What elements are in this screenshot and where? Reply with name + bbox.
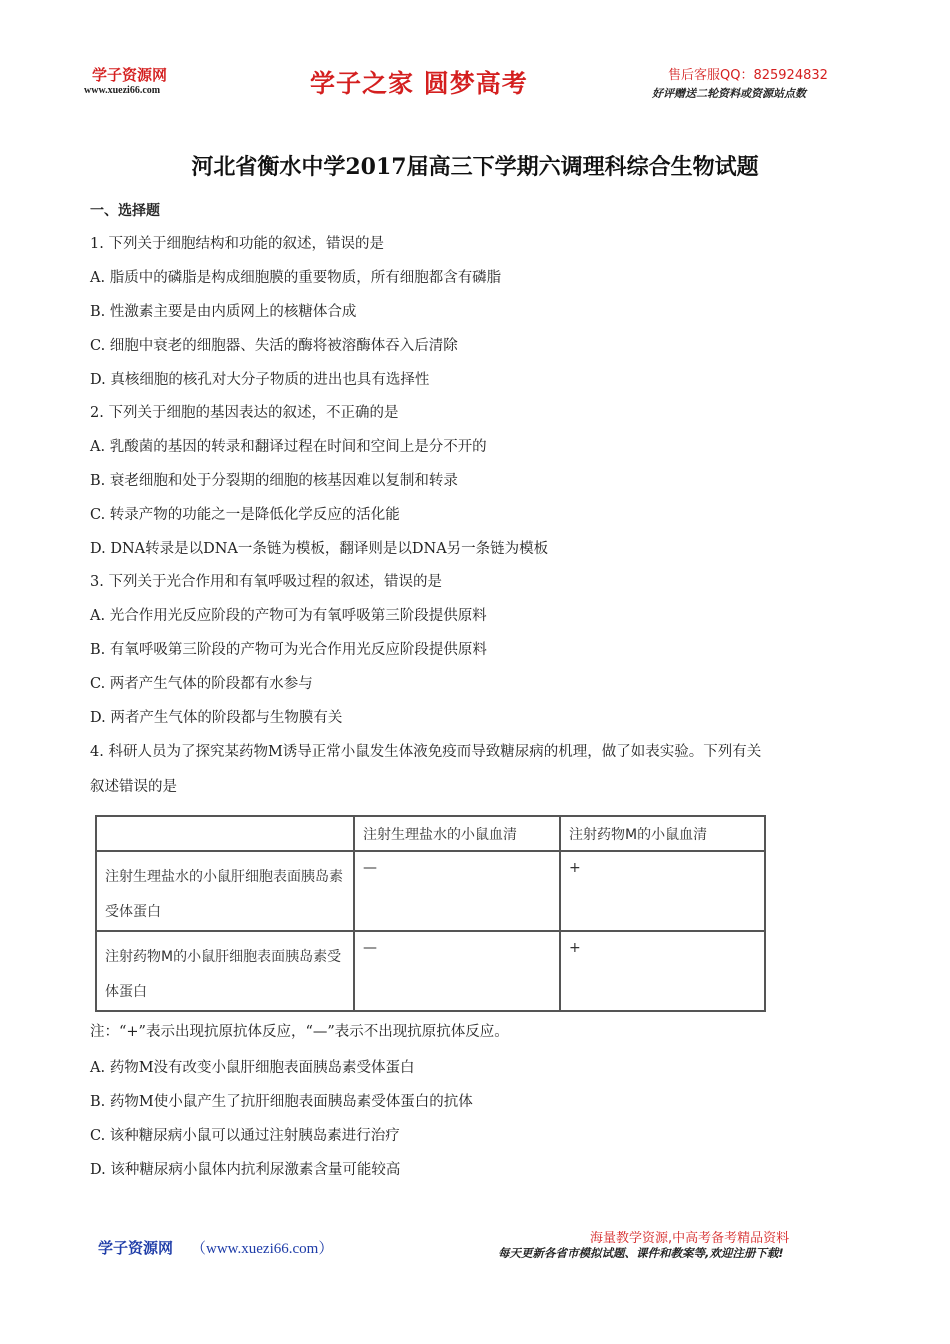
question-line: 2. 下列关于细胞的基因表达的叙述，不正确的是 xyxy=(90,405,399,421)
table-header-cell xyxy=(96,816,354,851)
section-heading: 一、选择题 xyxy=(90,203,160,219)
footer-url[interactable]: （www.xuezi66.com） xyxy=(191,1241,334,1257)
option-line: C. 该种糖尿病小鼠可以通过注射胰岛素进行治疗 xyxy=(90,1128,400,1144)
option-line: A. 药物M没有改变小鼠肝细胞表面胰岛素受体蛋白 xyxy=(90,1060,415,1076)
option-line: A. 乳酸菌的基因的转录和翻译过程在时间和空间上是分不开的 xyxy=(90,439,487,455)
option-line: B. 性激素主要是由内质网上的核糖体合成 xyxy=(90,304,357,320)
support-qq: 售后客服QQ：825924832 xyxy=(668,68,828,83)
option-line: D. 该种糖尿病小鼠体内抗利尿激素含量可能较高 xyxy=(90,1162,401,1178)
table-header-cell: 注射生理盐水的小鼠血清 xyxy=(354,816,560,851)
option-line: D. 真核细胞的核孔对大分子物质的进出也具有选择性 xyxy=(90,372,430,388)
option-line: D. 两者产生气体的阶段都与生物膜有关 xyxy=(90,710,343,726)
option-line: A. 光合作用光反应阶段的产物可为有氧呼吸第三阶段提供原料 xyxy=(90,608,487,624)
option-line: B. 药物M使小鼠产生了抗肝细胞表面胰岛素受体蛋白的抗体 xyxy=(90,1094,473,1110)
option-line: D. DNA转录是以DNA一条链为模板，翻译则是以DNA另一条链为模板 xyxy=(90,541,549,557)
question-line: 3. 下列关于光合作用和有氧呼吸过程的叙述，错误的是 xyxy=(90,574,442,590)
table-row-label: 注射药物M的小鼠肝细胞表面胰岛素受体蛋白 xyxy=(96,931,354,1011)
header-slogan: 学子之家 圆梦高考 xyxy=(310,69,528,98)
option-line: A. 脂质中的磷脂是构成细胞膜的重要物质，所有细胞都含有磷脂 xyxy=(90,270,502,286)
question-line: 4. 科研人员为了探究某药物M诱导正常小鼠发生体液免疫而导致糖尿病的机理，做了如表实验。下列有关 xyxy=(90,744,762,760)
table-cell: — xyxy=(354,851,560,931)
table-row-label: 注射生理盐水的小鼠肝细胞表面胰岛素受体蛋白 xyxy=(96,851,354,931)
table-header-row xyxy=(96,816,765,851)
option-line: C. 两者产生气体的阶段都有水参与 xyxy=(90,676,313,692)
site-logo-url[interactable]: www.xuezi66.com xyxy=(84,85,161,96)
question-line: 1. 下列关于细胞结构和功能的叙述，错误的是 xyxy=(90,236,384,252)
page-title: 河北省衡水中学2017届高三下学期六调理科综合生物试题 xyxy=(191,154,759,180)
table-row xyxy=(96,931,765,1011)
table-note: 注：“+”表示出现抗原抗体反应，“—”表示不出现抗原抗体反应。 xyxy=(90,1024,509,1040)
footer-promo: 每天更新各省市模拟试题、课件和教案等,欢迎注册下载! xyxy=(498,1246,784,1260)
table-cell: + xyxy=(560,931,765,1011)
option-line: B. 有氧呼吸第三阶段的产物可为光合作用光反应阶段提供原料 xyxy=(90,642,487,658)
table-cell: + xyxy=(560,851,765,931)
header-promo: 好评赠送二轮资料或资源站点数 xyxy=(652,87,806,100)
footer-logo: 学子资源网 xyxy=(98,1239,174,1257)
site-logo-text: 学子资源网 xyxy=(92,66,168,84)
table-header-cell: 注射药物M的小鼠血清 xyxy=(560,816,765,851)
footer-tagline: 海量教学资源,中高考备考精品资料 xyxy=(590,1231,790,1246)
option-line: B. 衰老细胞和处于分裂期的细胞的核基因难以复制和转录 xyxy=(90,473,458,489)
option-line: C. 细胞中衰老的细胞器、失活的酶将被溶酶体吞入后清除 xyxy=(90,338,458,354)
table-row xyxy=(96,851,765,931)
question-line-cont: 叙述错误的是 xyxy=(90,779,177,795)
option-line: C. 转录产物的功能之一是降低化学反应的活化能 xyxy=(90,507,400,523)
table-cell: — xyxy=(354,931,560,1011)
experiment-table xyxy=(95,815,766,1012)
